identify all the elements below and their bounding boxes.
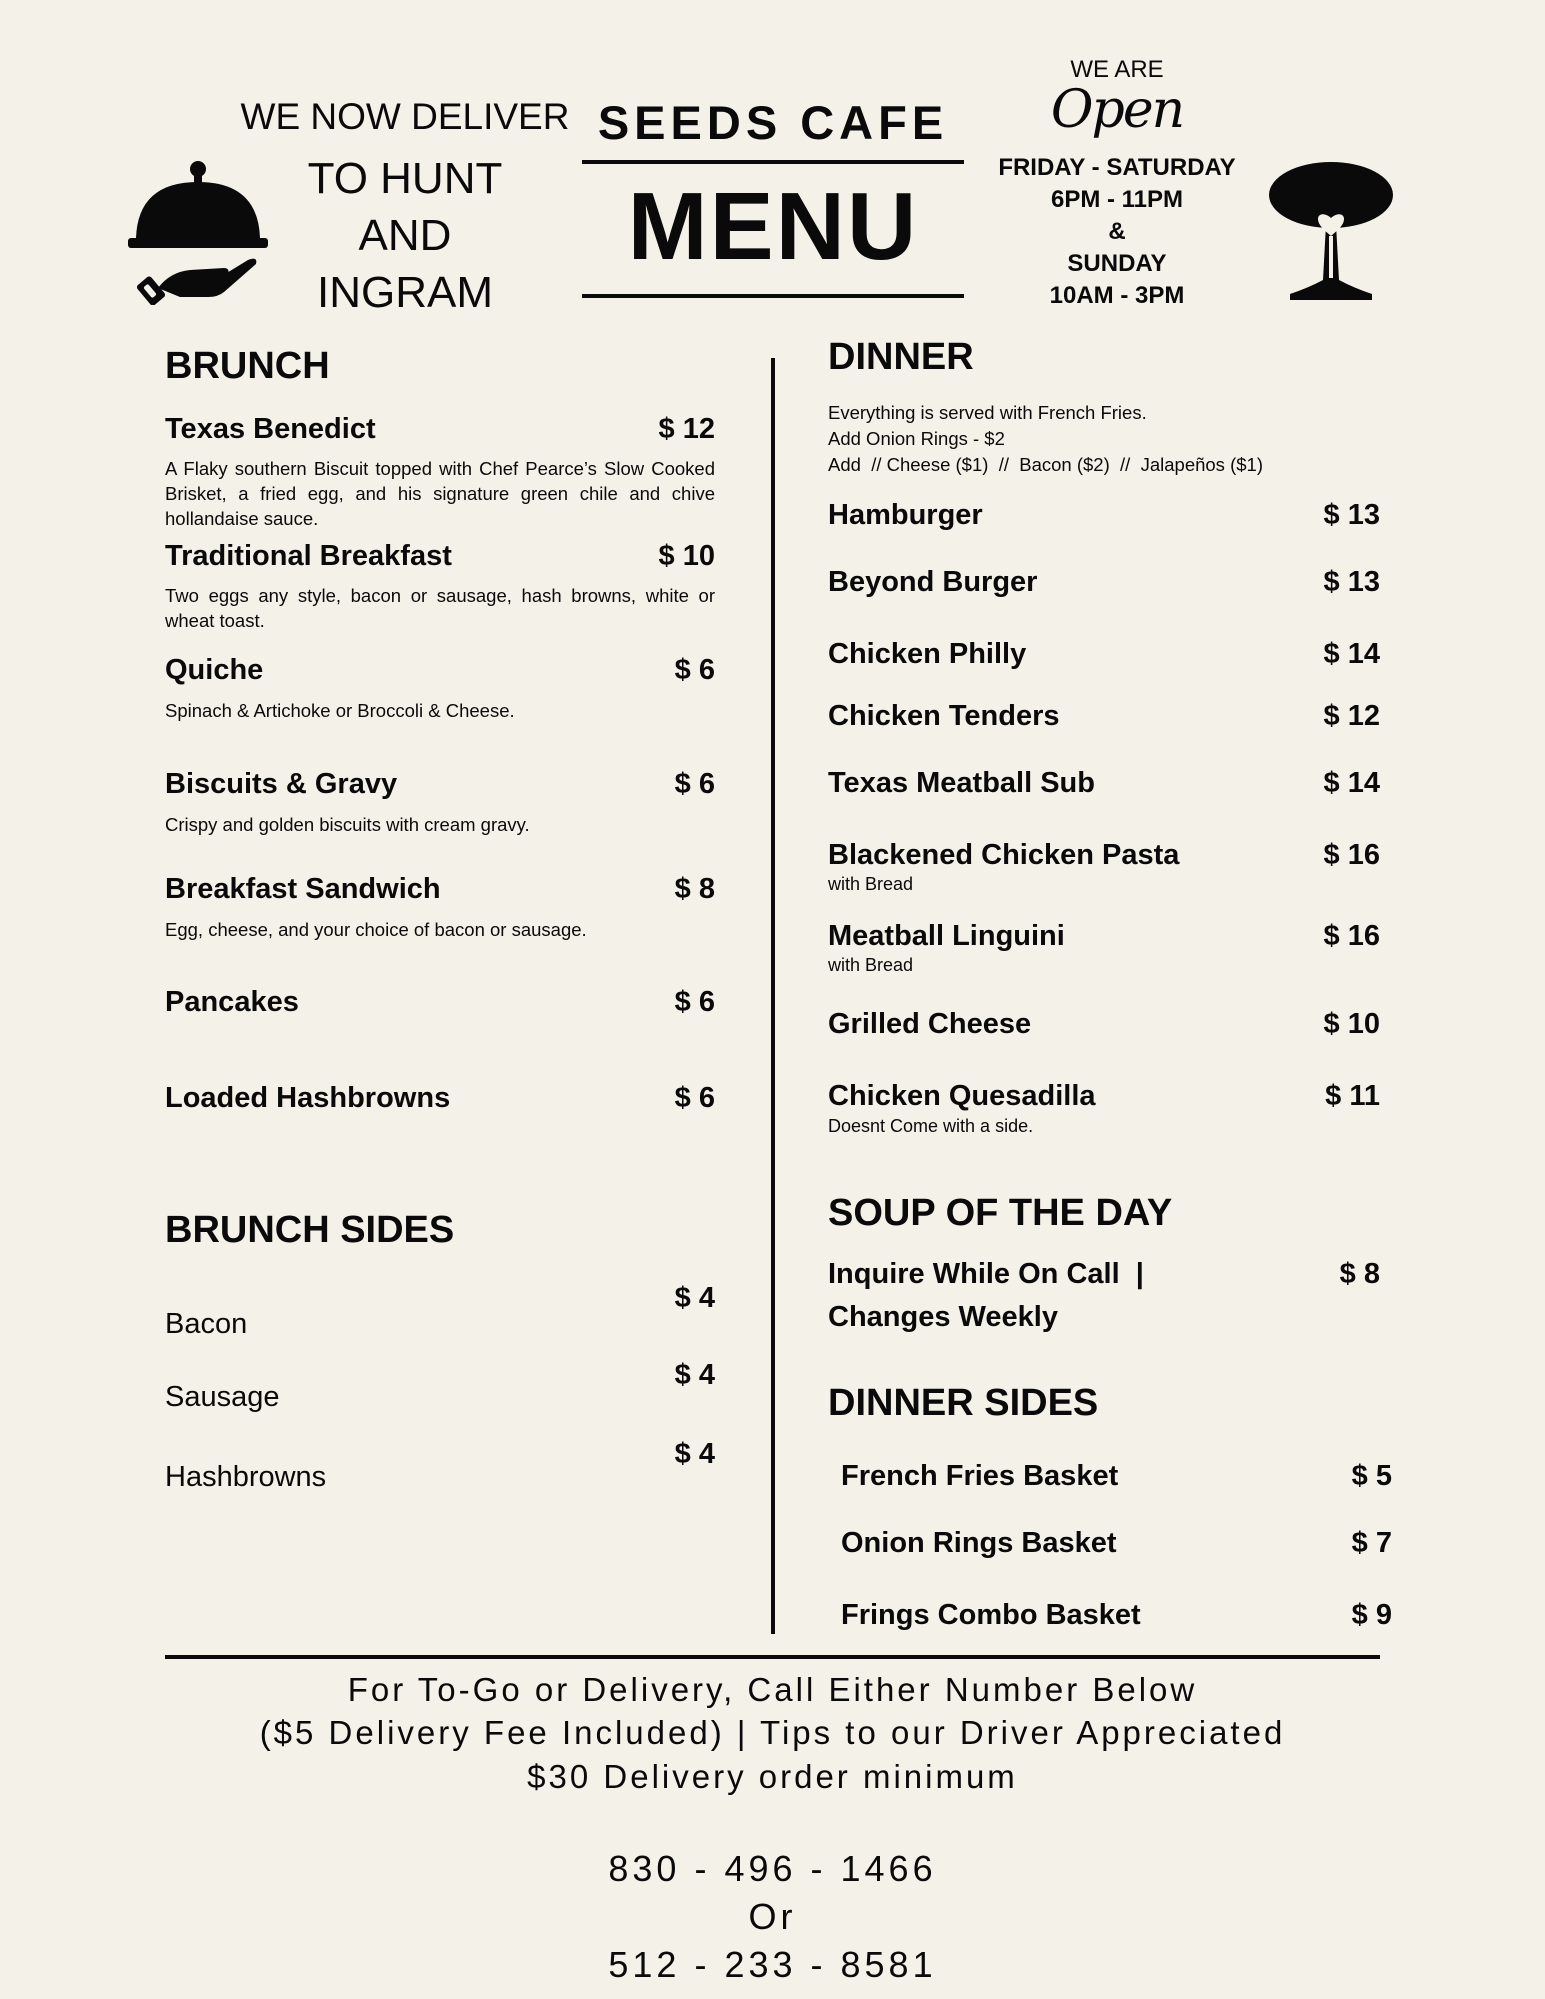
item-price: $ 14	[1323, 638, 1380, 670]
item-name: Pancakes	[165, 986, 299, 1018]
item-price: $ 14	[1323, 767, 1380, 799]
item-name: Chicken Quesadilla	[828, 1080, 1096, 1112]
we-are-label: WE ARE	[1070, 56, 1164, 83]
hours-line: FRIDAY - SATURDAY	[998, 154, 1236, 181]
item-price: $ 7	[1351, 1527, 1392, 1559]
dinner-note-line: Add // Cheese ($1) // Bacon ($2) // Jalapeños ($1)	[828, 454, 1263, 475]
item-price: $ 4	[674, 1438, 715, 1470]
item-name: Texas Meatball Sub	[828, 767, 1095, 799]
delivery-fee-note: ($5 Delivery Fee Included) | Tips to our Driver Appreciated	[259, 1714, 1286, 1751]
dinner-notes	[828, 400, 1348, 478]
item-price: $ 6	[674, 768, 715, 800]
menu-title: MENU	[627, 173, 919, 280]
item-price: $ 11	[1325, 1080, 1380, 1112]
hours-line: SUNDAY	[1067, 250, 1167, 277]
delivery-area	[205, 150, 605, 321]
item-name: Loaded Hashbrowns	[165, 1082, 451, 1114]
item-price: $ 10	[1323, 1008, 1380, 1040]
item-price: $ 6	[674, 1082, 715, 1114]
delivery-area-line: AND	[358, 211, 452, 260]
item-name: Chicken Tenders	[828, 700, 1060, 732]
item-price: $ 6	[674, 986, 715, 1018]
delivery-area-line: INGRAM	[317, 268, 493, 317]
phone-number-1[interactable]: 830 - 496 - 1466	[608, 1848, 937, 1889]
delivery-instructions: For To-Go or Delivery, Call Either Number Below	[347, 1671, 1198, 1708]
item-note: with Bread	[828, 874, 914, 894]
item-description: A Flaky southern Biscuit topped with Chef Pearce’s Slow Cooked Brisket, a fried egg, and his signature green chile and chive hollandaise sauce.	[165, 458, 715, 529]
item-note: with Bread	[828, 955, 914, 975]
item-price: $ 12	[658, 413, 715, 445]
item-price: $ 9	[1351, 1599, 1392, 1631]
item-name: Frings Combo Basket	[841, 1599, 1141, 1631]
item-name: Blackened Chicken Pasta	[828, 839, 1180, 871]
item-price: $ 16	[1323, 920, 1380, 952]
brunch-sides-heading: BRUNCH SIDES	[165, 1209, 455, 1251]
footer-rule	[165, 1655, 1380, 1659]
opening-hours	[972, 152, 1262, 312]
item-name: Biscuits & Gravy	[165, 768, 398, 800]
open-label: Open	[1050, 80, 1184, 140]
hours-line: 6PM - 11PM	[1050, 186, 1184, 213]
soup-line-1: Inquire While On Call |	[828, 1258, 1144, 1290]
item-name: Onion Rings Basket	[841, 1527, 1117, 1559]
item-price: $ 13	[1323, 499, 1380, 531]
tree-heart-icon	[1268, 162, 1394, 304]
item-name: Traditional Breakfast	[165, 540, 452, 572]
dinner-heading: DINNER	[828, 336, 974, 378]
item-description: Egg, cheese, and your choice of bacon or sausage.	[165, 919, 587, 940]
item-name: Beyond Burger	[828, 566, 1038, 598]
item-name: Sausage	[165, 1381, 280, 1413]
item-price: $ 16	[1323, 839, 1380, 871]
item-name: Grilled Cheese	[828, 1008, 1032, 1040]
dinner-note-line: Add Onion Rings - $2	[828, 428, 1005, 449]
item-name: Hamburger	[828, 499, 983, 531]
item-price: $ 8	[674, 873, 715, 905]
header-rule-top	[582, 160, 964, 164]
item-description: Crispy and golden biscuits with cream gravy.	[165, 814, 530, 835]
item-name: Texas Benedict	[165, 413, 376, 445]
phone-or-label: Or	[748, 1896, 797, 1937]
item-description: Spinach & Artichoke or Broccoli & Cheese.	[165, 700, 515, 721]
item-name: Breakfast Sandwich	[165, 873, 441, 905]
delivery-heading: WE NOW DELIVER	[240, 96, 570, 137]
item-price: $ 4	[674, 1359, 715, 1391]
soup-line-2: Changes Weekly	[828, 1301, 1058, 1333]
item-name: Quiche	[165, 654, 264, 686]
item-name: Hashbrowns	[165, 1461, 327, 1493]
item-name: Bacon	[165, 1308, 248, 1340]
item-name: French Fries Basket	[841, 1460, 1119, 1492]
delivery-minimum: $30 Delivery order minimum	[527, 1758, 1018, 1795]
brunch-heading: BRUNCH	[165, 345, 330, 387]
hours-line: 10AM - 3PM	[1049, 282, 1185, 309]
item-price: $ 8	[1339, 1258, 1380, 1290]
delivery-area-line: TO HUNT	[307, 154, 503, 203]
item-price: $ 10	[658, 540, 715, 572]
hours-line: &	[1108, 218, 1126, 245]
column-divider	[771, 358, 775, 1634]
phone-number-2[interactable]: 512 - 233 - 8581	[608, 1944, 937, 1985]
item-name: Meatball Linguini	[828, 920, 1065, 952]
item-note: Doesnt Come with a side.	[828, 1116, 1034, 1136]
item-price: $ 4	[674, 1282, 715, 1314]
header-rule-bottom	[582, 294, 964, 298]
cafe-name: SEEDS CAFE	[597, 96, 949, 149]
item-price: $ 12	[1323, 700, 1380, 732]
item-name: Chicken Philly	[828, 638, 1027, 670]
item-price: $ 6	[674, 654, 715, 686]
item-price: $ 13	[1323, 566, 1380, 598]
dinner-note-line: Everything is served with French Fries.	[828, 402, 1147, 423]
soup-heading: SOUP OF THE DAY	[828, 1192, 1173, 1234]
item-description: Two eggs any style, bacon or sausage, hash browns, white or wheat toast.	[165, 585, 715, 631]
dinner-sides-heading: DINNER SIDES	[828, 1382, 1099, 1424]
item-price: $ 5	[1351, 1460, 1392, 1492]
